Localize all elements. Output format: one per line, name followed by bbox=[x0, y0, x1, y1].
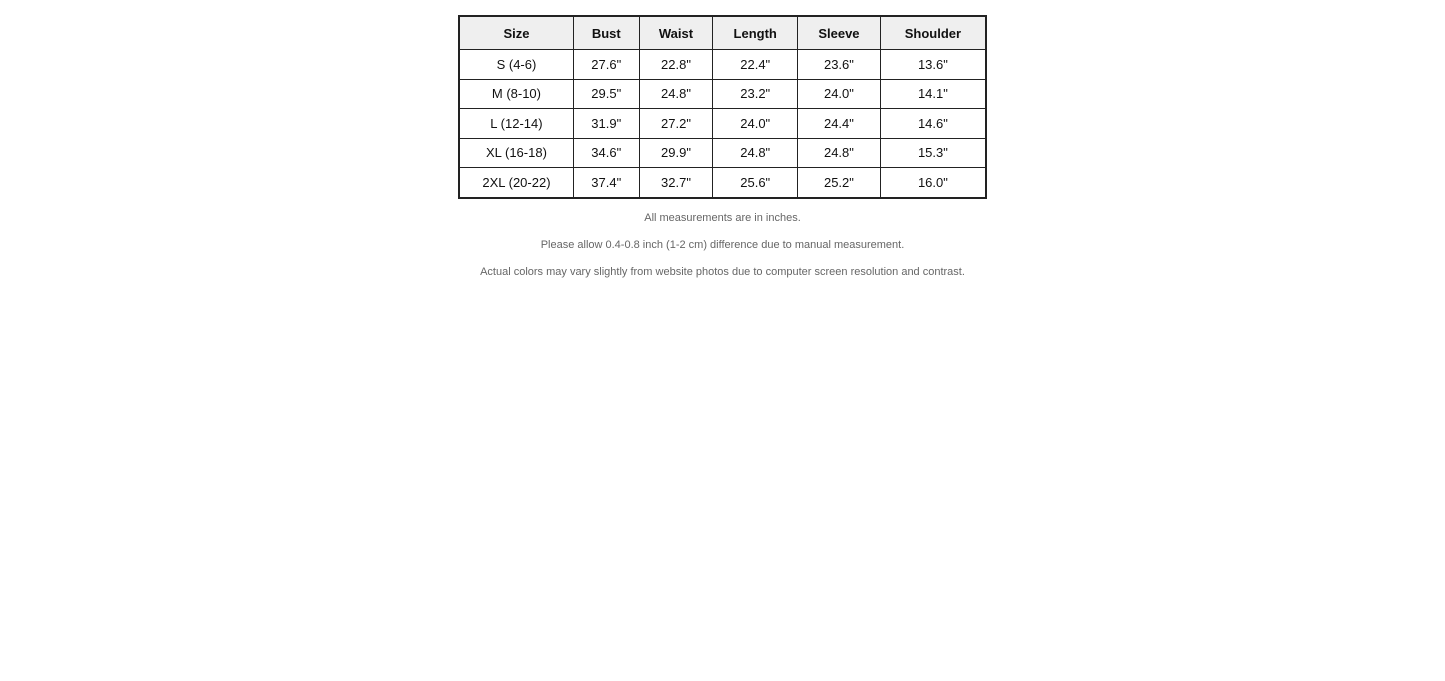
table-cell: 22.8" bbox=[639, 50, 713, 80]
table-cell: XL (16-18) bbox=[459, 138, 573, 168]
table-cell: 15.3" bbox=[880, 138, 986, 168]
table-cell: 24.0" bbox=[713, 109, 798, 139]
note-units: All measurements are in inches. bbox=[644, 212, 801, 224]
table-cell: 24.8" bbox=[713, 138, 798, 168]
table-cell: 25.2" bbox=[798, 168, 881, 198]
table-cell: 32.7" bbox=[639, 168, 713, 198]
size-chart-table bbox=[458, 15, 987, 199]
column-header-waist: Waist bbox=[639, 16, 713, 50]
table-cell: 23.6" bbox=[798, 50, 881, 80]
table-cell: 24.8" bbox=[639, 79, 713, 109]
table-cell: 2XL (20-22) bbox=[459, 168, 573, 198]
column-header-sleeve: Sleeve bbox=[798, 16, 881, 50]
table-cell: 14.1" bbox=[880, 79, 986, 109]
table-cell: 16.0" bbox=[880, 168, 986, 198]
table-cell: 13.6" bbox=[880, 50, 986, 80]
table-cell: 34.6" bbox=[573, 138, 639, 168]
table-cell: 37.4" bbox=[573, 168, 639, 198]
table-cell: 24.0" bbox=[798, 79, 881, 109]
measurement-notes bbox=[0, 211, 1445, 292]
table-cell: 29.5" bbox=[573, 79, 639, 109]
table-header-row bbox=[459, 16, 986, 50]
note-color-disclaimer: Actual colors may vary slightly from website photos due to computer screen resolution and contrast. bbox=[480, 266, 965, 278]
table-cell: 24.4" bbox=[798, 109, 881, 139]
table-cell: 29.9" bbox=[639, 138, 713, 168]
column-header-bust: Bust bbox=[573, 16, 639, 50]
table-row bbox=[459, 168, 986, 198]
table-cell: 31.9" bbox=[573, 109, 639, 139]
table-cell: 27.6" bbox=[573, 50, 639, 80]
column-header-length: Length bbox=[713, 16, 798, 50]
table-row bbox=[459, 79, 986, 109]
table-cell: 23.2" bbox=[713, 79, 798, 109]
column-header-shoulder: Shoulder bbox=[880, 16, 986, 50]
note-tolerance: Please allow 0.4-0.8 inch (1-2 cm) difference due to manual measurement. bbox=[540, 239, 905, 251]
table-cell: 22.4" bbox=[713, 50, 798, 80]
table-cell: 27.2" bbox=[639, 109, 713, 139]
table-row bbox=[459, 50, 986, 80]
table-cell: 25.6" bbox=[713, 168, 798, 198]
table-row bbox=[459, 138, 986, 168]
table-cell: S (4-6) bbox=[459, 50, 573, 80]
table-cell: M (8-10) bbox=[459, 79, 573, 109]
table-cell: L (12-14) bbox=[459, 109, 573, 139]
table-row bbox=[459, 109, 986, 139]
table-cell: 24.8" bbox=[798, 138, 881, 168]
column-header-size: Size bbox=[459, 16, 573, 50]
table-cell: 14.6" bbox=[880, 109, 986, 139]
